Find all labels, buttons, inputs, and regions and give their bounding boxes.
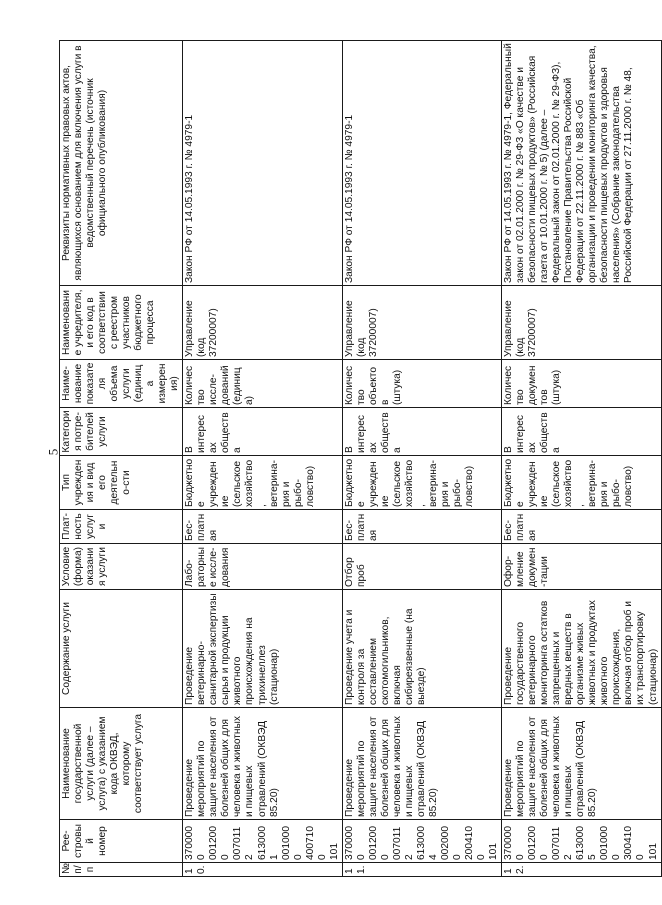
registry-number: 3700000 0012000 0070112 6130004 0020000 2004100 101 [342, 820, 501, 863]
services-table [59, 40, 662, 877]
founder: Управление (код 37200007) [342, 286, 501, 360]
service-name: Проведение мероприятий по защите населения от болезней общих для человека и животных и пищевых отравлений (ОКВЭД 85.20) [342, 708, 501, 820]
legal-requisites: Закон РФ от 14.05.1993 г. № 4979-1 [183, 41, 342, 286]
service-payment: Бес-платная [183, 510, 342, 544]
service-name: Проведение мероприятий по защите населения от болезней общих для человека и животных и пищевых отравлений (ОКВЭД 85.20) [183, 708, 342, 820]
service-name: Проведение мероприятий по защите населения от болезней общих для человека и животных и пищевых отравлений (ОКВЭД 85.20) [502, 708, 661, 820]
institution-type: Бюджетное учреждение (сельское хозяйство, ветерина-рия и рыбо-ловство) [183, 456, 342, 510]
service-content: Проведение ветеринарно-санитарной экспертизы сырья и продукции животного происхождения на трихинеллез (стационар) [183, 590, 342, 708]
volume-indicator: Количество иссле-дований (единица) [183, 360, 342, 408]
header-volume: Наиме-нование показателя объема услуги (единица измерения) [60, 360, 183, 408]
service-condition: Отбор проб [342, 544, 501, 590]
service-content: Проведение государственного ветеринарного мониторинга остатков запрещенных и вредных веществ в организме живых животных и продуктах животного происхождения, включая отбор проб и их транспортировку (стационар) [502, 590, 661, 708]
header-reg: Рее-стровый номер [60, 820, 183, 863]
founder: Управление (код 37200007) [502, 286, 661, 360]
header-payment: Плат-ность услуги [60, 510, 183, 544]
service-payment: Бес-платная [342, 510, 501, 544]
service-condition: Офор-мление докумен-тации [502, 544, 661, 590]
header-type: Тип учреждения и вид его деятельно-сти [60, 456, 183, 510]
table-row [502, 41, 661, 877]
service-content: Проведение учета и контроля за составлением скотомогильников, включая сибиреязвенные (на выезде) [342, 590, 501, 708]
table-header-row [60, 41, 183, 877]
legal-requisites: Закон РФ от 14.05.1993 г. № 4979-1, Федеральный закон от 02.01.2000 г. № 29-ФЗ «О качестве и безопасности пищевых продуктов» (Российская газета от 10.01.2000 г. № 5) (далее – Федеральный закон от 02.01.2000 г. № 29-ФЗ), Постановление Правительства Российской Федерации от 22.11.2000 г. № 883 «Об организации и проведении мониторинга качества, безопасности пищевых продуктов и здоровья населения» (Собрание законодательства Российской Федерации от 27.11.2000 г. № 48, [502, 41, 661, 286]
registry-number: 3700000 0012000 0070112 6130001 0010000 4007100 101 [183, 820, 342, 863]
volume-indicator: Количество объектов (штука) [342, 360, 501, 408]
table-row [342, 41, 501, 877]
header-category: Категория потре-бителей услуги [60, 408, 183, 456]
row-num: 10. [183, 863, 342, 877]
header-condition: Условие (форма) оказания услуги [60, 544, 183, 590]
registry-number: 3700000 0012000 0070112 6130005 0010000 3004100 101 [502, 820, 661, 863]
row-num: 12. [502, 863, 661, 877]
institution-type: Бюджетное учреждение (сельское хозяйство, ветерина-рия и рыбо-ловство) [342, 456, 501, 510]
consumer-category: В интересах общества [183, 408, 342, 456]
header-content: Содержание услуги [60, 590, 183, 708]
consumer-category: В интересах общества [502, 408, 661, 456]
consumer-category: В интересах общества [342, 408, 501, 456]
table-row [183, 41, 342, 877]
header-requisites: Реквизиты нормативных правовых актов, являющихся основанием для включения услуги в ведомственный перечень (источник официального опубликования) [60, 41, 183, 286]
institution-type: Бюджетное учреждение (сельское хозяйство, ветерина-рия и рыбо-ловство) [502, 456, 661, 510]
rotated-table-wrapper [59, 41, 659, 877]
volume-indicator: Количество документов (штука) [502, 360, 661, 408]
legal-requisites: Закон РФ от 14.05.1993 г. № 4979-1 [342, 41, 501, 286]
service-condition: Лабо-раторные иссле-дования [183, 544, 342, 590]
header-founder: Наименование учредителя, и его код в соответствии с реестром участников бюджетного процесса [60, 286, 183, 360]
row-num: 11. [342, 863, 501, 877]
founder: Управление (код 37200007) [183, 286, 342, 360]
service-payment: Бес-платная [502, 510, 661, 544]
header-num: № п/п [60, 863, 183, 877]
header-name: Наименование государственной услуги (далее – услуга) с указанием кода ОКВЭД, которому соответствует услуга [60, 708, 183, 820]
page-number: 5 [45, 448, 61, 456]
